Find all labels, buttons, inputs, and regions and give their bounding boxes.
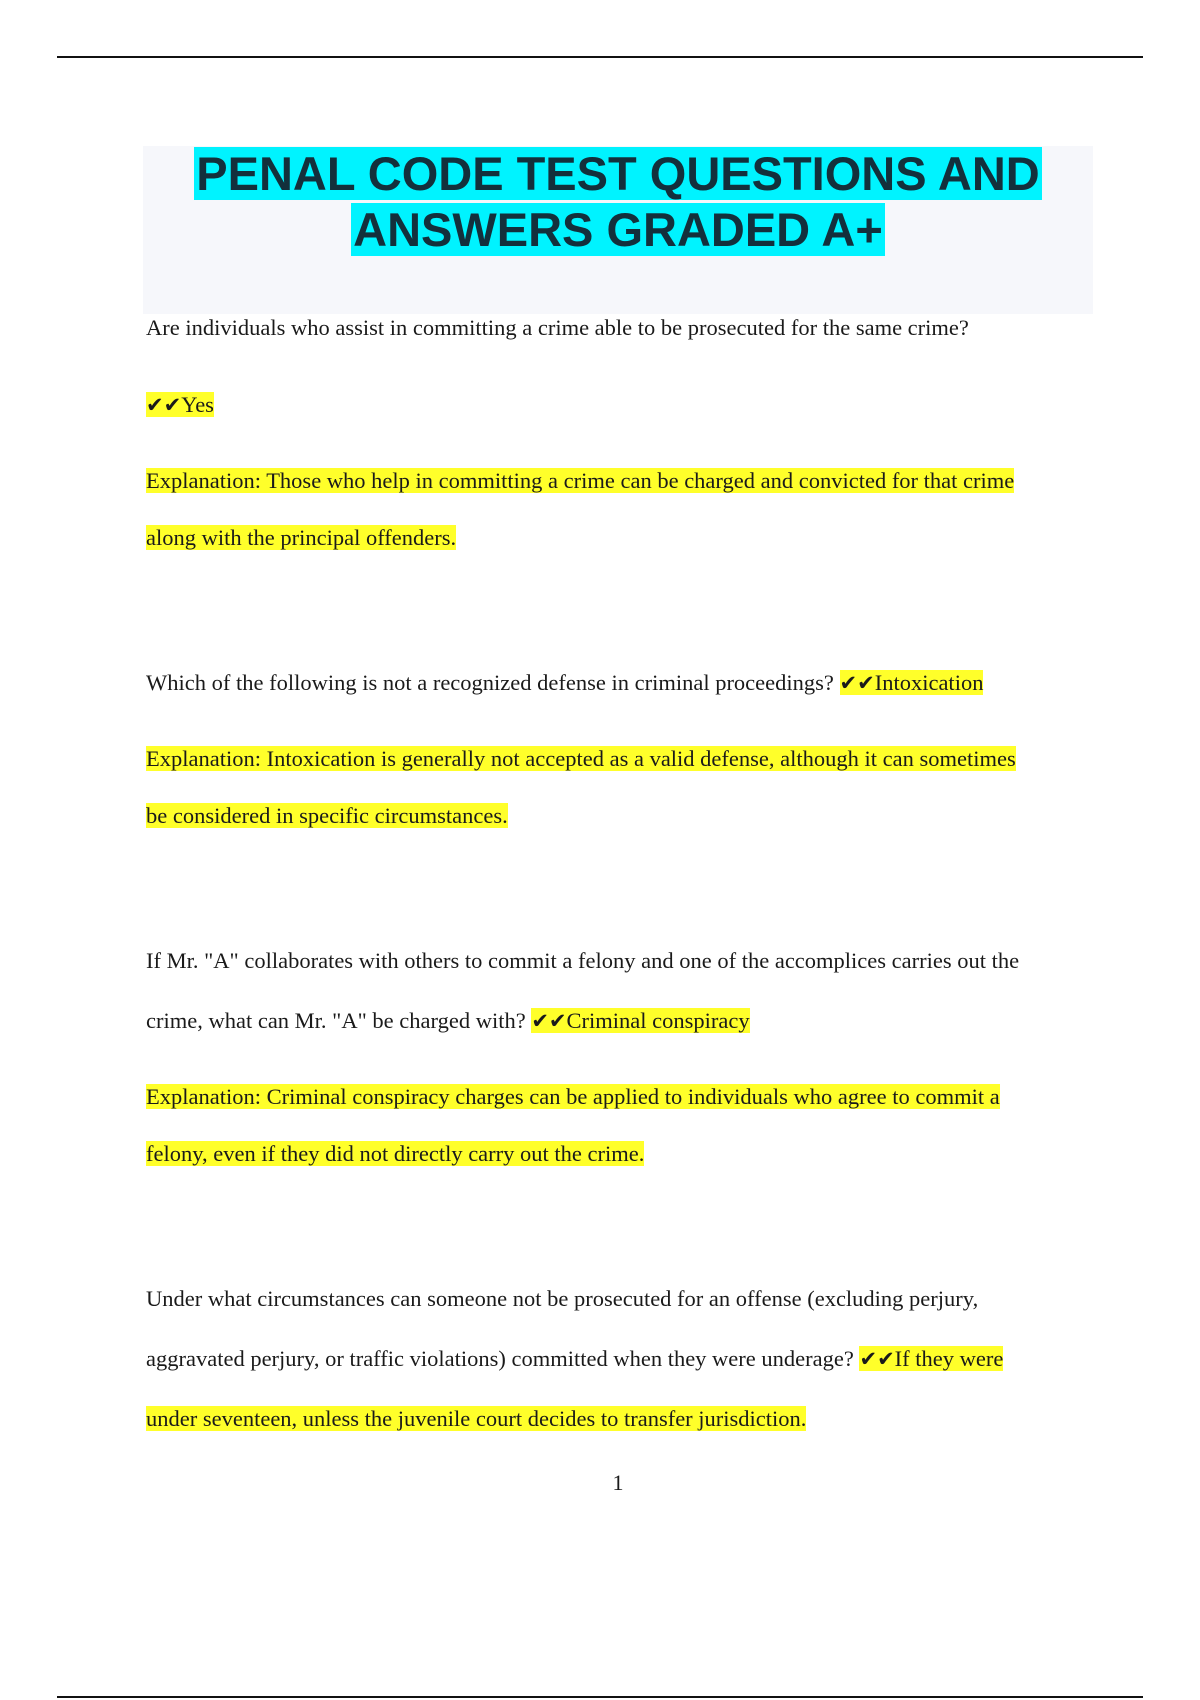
document-title <box>143 146 1093 258</box>
checkmark-icon: ✔✔ <box>531 1009 567 1033</box>
question-2: Which of the following is not a recognized defense in criminal proceedings? ✔✔Intoxication <box>146 670 984 695</box>
title-block <box>143 146 1093 314</box>
question-1: Are individuals who assist in committing a crime able to be prosecuted for the same crime? <box>146 315 969 340</box>
answer-4-line-2: under seventeen, unless the juvenile court decides to transfer jurisdiction. <box>146 1406 807 1431</box>
explanation-1: Explanation: Those who help in committing a crime can be charged and convicted for that crime along with the principal offenders. <box>146 468 1015 550</box>
top-rule <box>57 56 1143 58</box>
checkmark-icon: ✔✔ <box>839 671 875 695</box>
title-line-2: ANSWERS GRADED A+ <box>353 203 883 256</box>
page-number: 1 <box>612 1470 624 1495</box>
title-line-1: PENAL CODE TEST QUESTIONS AND <box>196 147 1040 200</box>
bottom-rule <box>57 1696 1143 1698</box>
question-3: If Mr. "A" collaborates with others to commit a felony and one of the accomplices carries out the crime, what can Mr. "A" be charged with? ✔✔Criminal conspiracy <box>146 948 1020 1033</box>
question-4: Under what circumstances can someone not be prosecuted for an offense (excluding perjury, aggravated perjury, or traffic violations) committed when they were underage? ✔✔If they were under seventeen, unless the juvenile court decides to transfer jurisdiction. <box>146 1286 1004 1431</box>
answer-1: ✔✔Yes <box>146 392 214 417</box>
explanation-2: Explanation: Intoxication is generally not accepted as a valid defense, although it can sometimes be considered in specific circumstances. <box>146 746 1016 828</box>
answer-4-line-1: If they were <box>894 1346 1004 1371</box>
qa-list <box>146 298 1096 1449</box>
checkmark-icon: ✔✔ <box>146 393 182 417</box>
answer-3: Criminal conspiracy <box>566 1008 750 1033</box>
checkmark-icon: ✔✔ <box>859 1347 895 1371</box>
answer-2: Intoxication <box>874 670 984 695</box>
explanation-3: Explanation: Criminal conspiracy charges can be applied to individuals who agree to commit a felony, even if they did not directly carry out the crime. <box>146 1084 1000 1166</box>
